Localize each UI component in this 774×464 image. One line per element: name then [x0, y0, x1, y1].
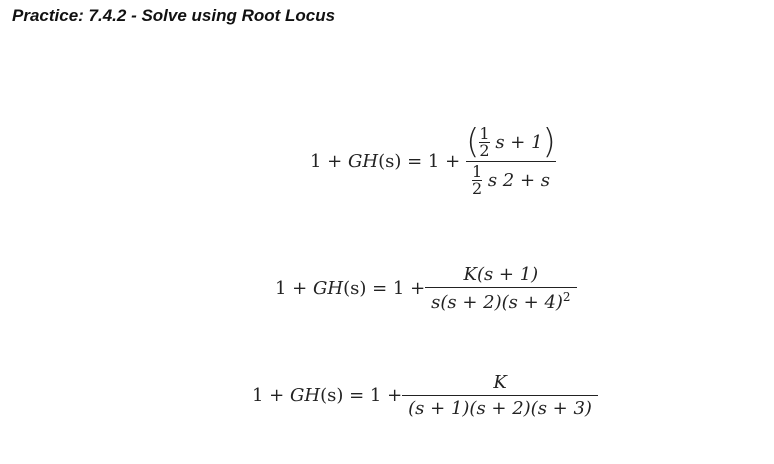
eq1-den-rest: s 2 + s: [482, 170, 551, 191]
eq1-num-half-bottom: 2: [479, 140, 490, 160]
eq3-rhs-prefix: 1 +: [369, 385, 403, 406]
eq2-denominator-exponent: 2: [562, 290, 571, 304]
eq3-denominator: (s + 1)(s + 2)(s + 3): [402, 395, 598, 419]
eq2-fraction: [425, 264, 576, 313]
eq2-lhs-func: GH: [312, 278, 344, 299]
eq1-num-half: [479, 123, 490, 160]
eq1-fraction: [460, 122, 562, 198]
eq2-lhs-prefix: 1 +: [275, 278, 313, 299]
eq1-num-rest: s + 1: [489, 131, 543, 153]
eq1-close-paren: ): [542, 122, 556, 162]
eq3-lhs-prefix: 1 +: [252, 385, 290, 406]
equation-1: [310, 122, 562, 198]
eq3-lhs-arg: (s): [320, 385, 344, 406]
eq1-lhs-prefix: 1 +: [310, 150, 348, 172]
eq2-rhs-prefix: 1 +: [392, 278, 426, 299]
page-title: Practice: 7.4.2 - Solve using Root Locus: [12, 6, 336, 25]
eq1-den-half-top: 1: [471, 162, 483, 181]
eq1-rhs-prefix: 1 +: [427, 150, 461, 172]
eq2-numerator: K(s + 1): [463, 264, 539, 285]
eq2-equals: =: [366, 278, 393, 299]
equation-2: [275, 264, 577, 313]
eq3-fraction: [402, 372, 598, 419]
eq1-equals: =: [401, 150, 428, 172]
eq3-equals: =: [343, 385, 370, 406]
eq1-den-half-bottom: 2: [471, 179, 483, 198]
eq3-numerator: K: [493, 372, 507, 393]
eq1-denominator: [466, 161, 556, 197]
eq2-lhs-arg: (s): [343, 278, 367, 299]
eq1-num-half-top: 1: [479, 123, 490, 143]
eq3-lhs-func: GH: [289, 385, 321, 406]
eq1-lhs-func: GH: [347, 150, 379, 172]
eq1-numerator: [460, 122, 562, 162]
eq1-open-paren: (: [466, 122, 480, 162]
eq2-denominator: s(s + 2)(s + 4): [431, 292, 563, 313]
eq1-den-half: [472, 164, 482, 197]
eq2-denominator-wrap: [425, 287, 576, 313]
equation-3: [252, 372, 598, 419]
eq1-lhs-arg: (s): [378, 150, 402, 172]
